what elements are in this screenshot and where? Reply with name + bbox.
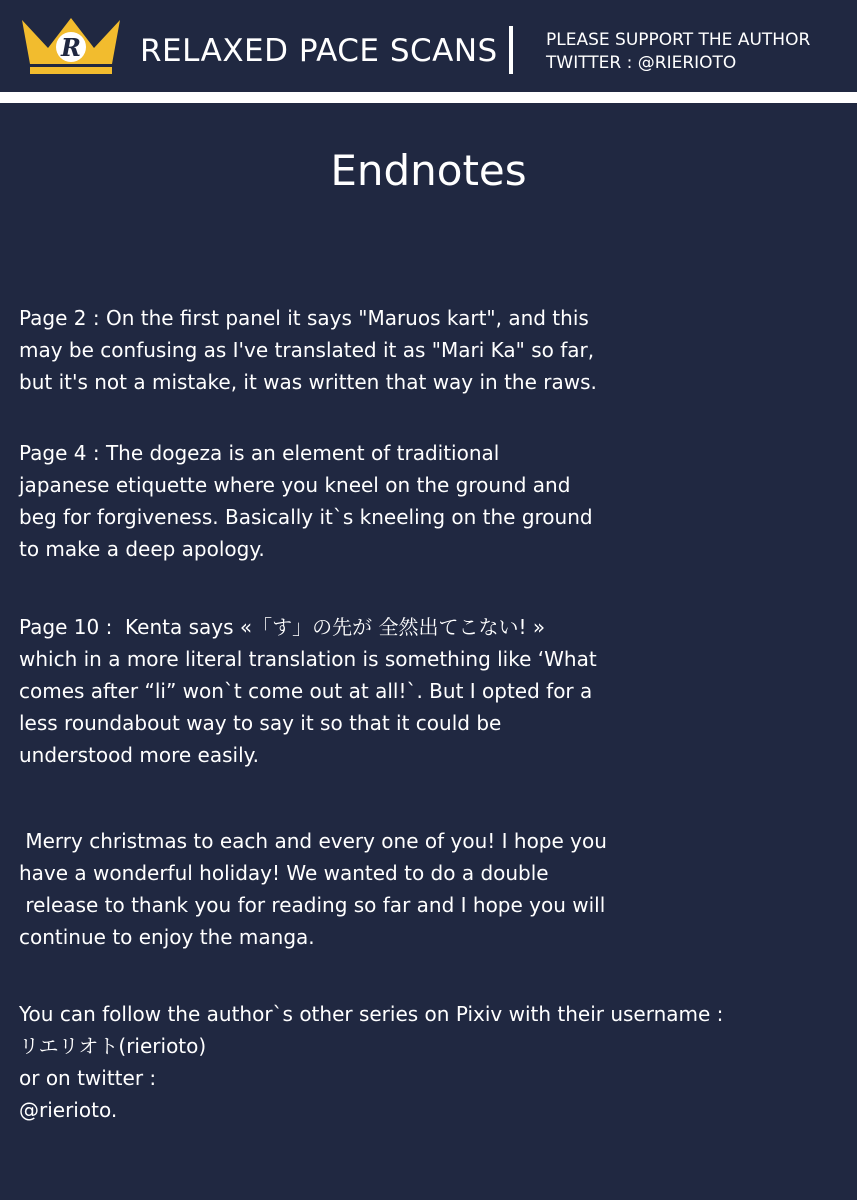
logo-letter: R xyxy=(61,33,81,62)
support-text xyxy=(546,29,810,75)
brand-name: RELAXED PACE SCANS xyxy=(140,33,498,69)
note-line: continue to enjoy the manga. xyxy=(19,925,315,949)
note-line: Page 10 : Kenta says «「す」の先が 全然出てこない! » xyxy=(19,615,546,639)
note-line: リエリオト(rierioto) xyxy=(19,1034,207,1058)
endnote-page-4 xyxy=(19,437,593,565)
note-line: which in a more literal translation is something like ‘What xyxy=(19,647,597,671)
holiday-message xyxy=(19,825,607,953)
note-line: or on twitter : xyxy=(19,1066,157,1090)
note-line: japanese etiquette where you kneel on the ground and xyxy=(19,473,571,497)
note-line: beg for forgiveness. Basically it`s kneeling on the ground xyxy=(19,505,593,529)
note-line: @rierioto. xyxy=(19,1098,118,1122)
note-line: Page 4 : The dogeza is an element of traditional xyxy=(19,441,500,465)
endnote-page-2 xyxy=(19,302,597,398)
header-bar xyxy=(0,0,857,90)
header-divider xyxy=(509,26,513,74)
note-line: may be confusing as I've translated it as "Mari Ka" so far, xyxy=(19,338,595,362)
note-line: Page 2 : On the first panel it says "Maruos kart", and this xyxy=(19,306,589,330)
note-line: less roundabout way to say it so that it could be xyxy=(19,711,502,735)
note-line: Merry christmas to each and every one of you! I hope you xyxy=(19,829,607,853)
note-line: comes after “li” won`t come out at all!`. But I opted for a xyxy=(19,679,593,703)
note-line: release to thank you for reading so far and I hope you will xyxy=(19,893,606,917)
author-follow-info xyxy=(19,998,723,1126)
crown-logo-icon xyxy=(18,12,124,78)
note-line: understood more easily. xyxy=(19,743,259,767)
note-line: You can follow the author`s other series on Pixiv with their username : xyxy=(19,1002,724,1026)
header-divider-rule xyxy=(0,92,857,103)
support-line-2: TWITTER : @RIERIOTO xyxy=(546,53,737,73)
note-line: but it's not a mistake, it was written that way in the raws. xyxy=(19,370,597,394)
endnote-page-10 xyxy=(19,611,597,771)
page-title: Endnotes xyxy=(330,146,527,195)
note-line: to make a deep apology. xyxy=(19,537,265,561)
support-line-1: PLEASE SUPPORT THE AUTHOR xyxy=(546,30,811,50)
note-line: have a wonderful holiday! We wanted to do a double xyxy=(19,861,549,885)
